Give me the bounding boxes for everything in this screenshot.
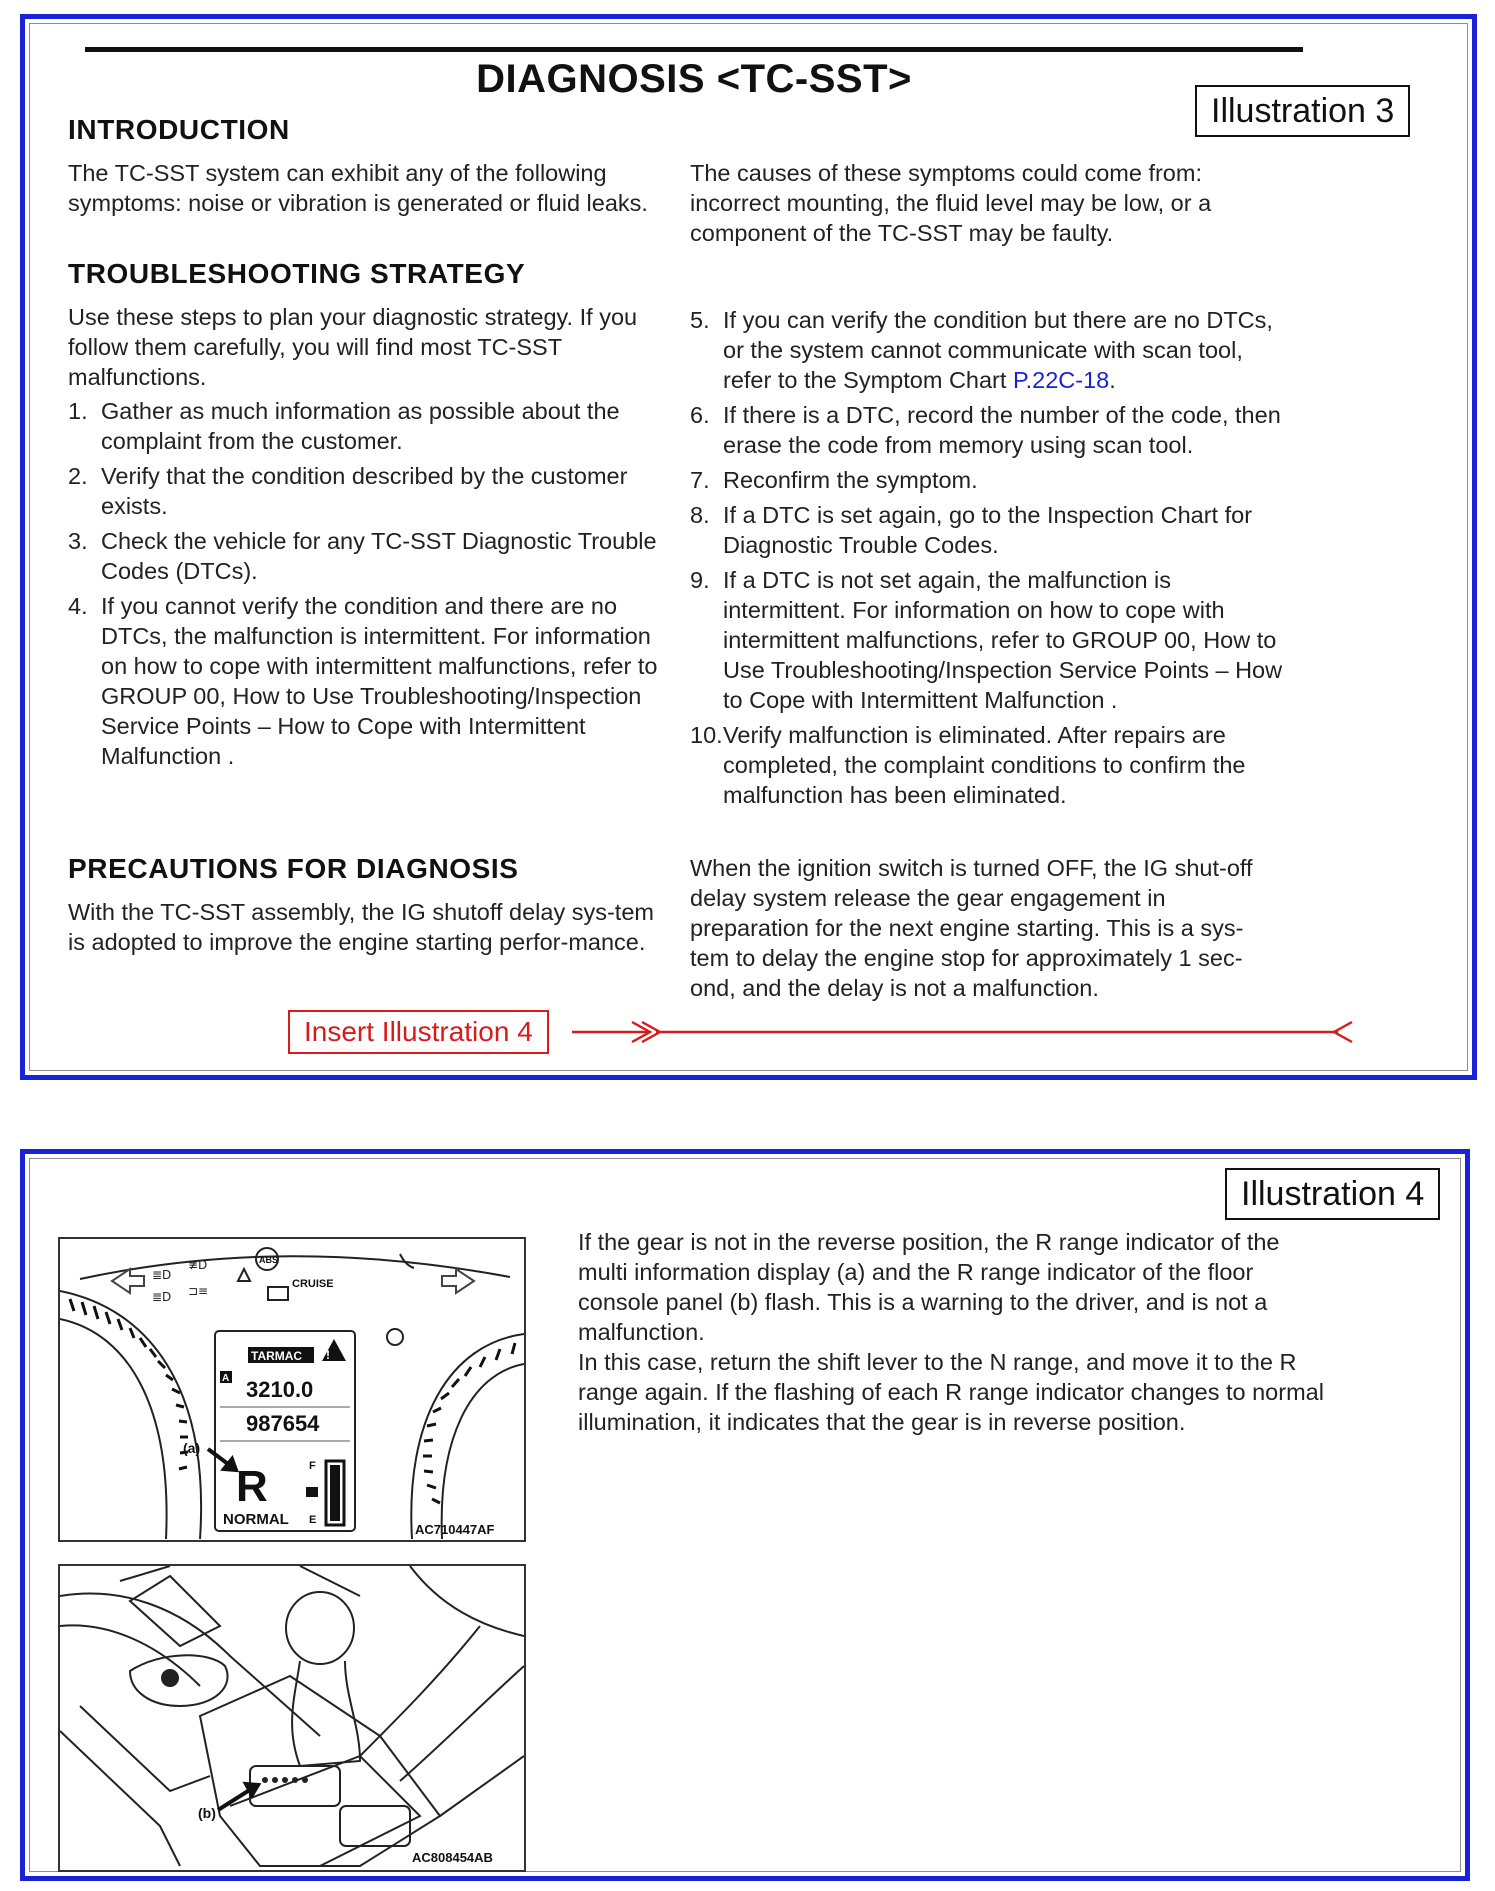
step-item: 9. If a DTC is not set again, the malfunction is intermittent. For information on how to cope with intermittent malfunctions, refer to GROUP 00, How to Use Troubleshooting/Inspection Service Points – How to Cope with Intermittent Malfunction . xyxy=(690,567,1283,713)
precautions-heading: PRECAUTIONS FOR DIAGNOSIS xyxy=(68,853,519,884)
step-item: 3. Check the vehicle for any TC-SST Diagnostic Trouble Codes (DTCs). xyxy=(68,528,657,584)
trip-odometer-value: 3210.0 xyxy=(246,1377,314,1402)
introduction-left-text: The TC-SST system can exhibit any of the following symptoms: noise or vibration is generated or fluid leaks. xyxy=(68,160,648,216)
figure-b-code: AC808454AB xyxy=(412,1850,493,1865)
illustration-3-panel xyxy=(20,14,1477,1080)
symptom-chart-link[interactable]: P.22C-18 xyxy=(1012,367,1110,393)
illustration-3-label: Illustration 3 xyxy=(1195,85,1410,137)
introduction-heading: INTRODUCTION xyxy=(68,114,290,145)
instrument-cluster-figure xyxy=(58,1237,526,1542)
fuel-full-label: F xyxy=(309,1460,316,1472)
step-item: 10. Verify malfunction is eliminated. After repairs are completed, the complaint conditions to confirm the malfunction has been eliminated. xyxy=(690,722,1246,808)
introduction-right-text: The causes of these symptoms could come from: incorrect mounting, the fluid level may be low, or a component of the TC-SST may be faulty. xyxy=(690,160,1212,246)
beam-icon: ≢D xyxy=(188,1258,208,1272)
step-item: 4. If you cannot verify the condition and there are no DTCs, the malfunction is intermittent. For information on how to cope with intermittent malfunctions, refer to GROUP 00, How to Use Troubleshooting/Inspection Service Points – How to Cope with Intermittent Malfunction . xyxy=(68,593,658,769)
title-rule xyxy=(85,47,1303,52)
fuel-empty-label: E xyxy=(309,1514,317,1526)
rear-fog-icon: ⊐≡ xyxy=(188,1284,209,1298)
headlamp-icon: ≣D xyxy=(152,1268,172,1282)
trip-a-label: A xyxy=(222,1373,230,1384)
drive-mode-label: NORMAL xyxy=(223,1511,289,1528)
abs-lamp-label: ABS xyxy=(259,1255,279,1265)
fuel-pump-icon xyxy=(306,1487,318,1497)
steps-list-left xyxy=(68,396,683,776)
r-range-indicator: R xyxy=(236,1462,268,1511)
warning-icon: ! xyxy=(326,1348,330,1362)
callout-a: (a) xyxy=(183,1440,201,1456)
steps-list-right xyxy=(690,305,1290,815)
insert-illustration-4-label: Insert Illustration 4 xyxy=(288,1010,549,1054)
illustration-4-label: Illustration 4 xyxy=(1225,1168,1440,1220)
page-title: DIAGNOSIS <TC-SST> xyxy=(476,57,912,101)
troubleshooting-intro: Use these steps to plan your diagnostic strategy. If you follow them carefully, you will find most TC-SST malfunctions. xyxy=(68,304,638,390)
instrument-cluster-drawing xyxy=(60,1239,524,1540)
step-item: 6. If there is a DTC, record the number of the code, then erase the code from memory using scan tool. xyxy=(690,402,1281,458)
figure-a-code: AC710447AF xyxy=(415,1522,495,1537)
illustration-4-text: If the gear is not in the reverse position, the R range indicator of the multi information display (a) and the R range indicator of the floor console panel (b) flash. This is a warning to the driver, and is not a malfunction. In this case, return the shift lever to the N range, and move it to the R range again. If the flashing of each R range indicator changes to normal illumination, it indicates that the gear is in reverse position. xyxy=(578,1229,1324,1435)
step-item: 5. If you can verify the condition but there are no DTCs, or the system cannot communicate with scan tool, refer to the Symptom Chart P.22C-18. xyxy=(690,307,1273,393)
step-item: 7. Reconfirm the symptom. xyxy=(690,467,978,493)
cruise-lamp-label: CRUISE xyxy=(292,1278,334,1290)
precautions-right-text: When the ignition switch is turned OFF, the IG shut-off delay system release the gear engagement in preparation for the next engine starting. This is a sys-tem to delay the engine stop for approximately 1 sec-ond, and the delay is not a malfunction. xyxy=(690,855,1253,1001)
step-item: 1. Gather as much information as possible about the complaint from the customer. xyxy=(68,398,620,454)
troubleshooting-heading: TROUBLESHOOTING STRATEGY xyxy=(68,258,526,289)
tarmac-mode-label: TARMAC xyxy=(251,1349,303,1363)
odometer-value: 987654 xyxy=(246,1411,320,1436)
floor-console-drawing xyxy=(60,1566,524,1870)
floor-console-figure xyxy=(58,1564,526,1872)
step-item: 2. Verify that the condition described by the customer exists. xyxy=(68,463,628,519)
foglamp-icon: ≣D xyxy=(152,1290,172,1304)
precautions-left-text: With the TC-SST assembly, the IG shutoff delay sys-tem is adopted to improve the engine starting perfor-mance. xyxy=(68,899,654,955)
step-item: 8. If a DTC is set again, go to the Inspection Chart for Diagnostic Trouble Codes. xyxy=(690,502,1253,558)
callout-b: (b) xyxy=(198,1805,216,1821)
insert-arrow-icon xyxy=(570,1015,1360,1049)
illustration-4-panel xyxy=(20,1149,1470,1881)
